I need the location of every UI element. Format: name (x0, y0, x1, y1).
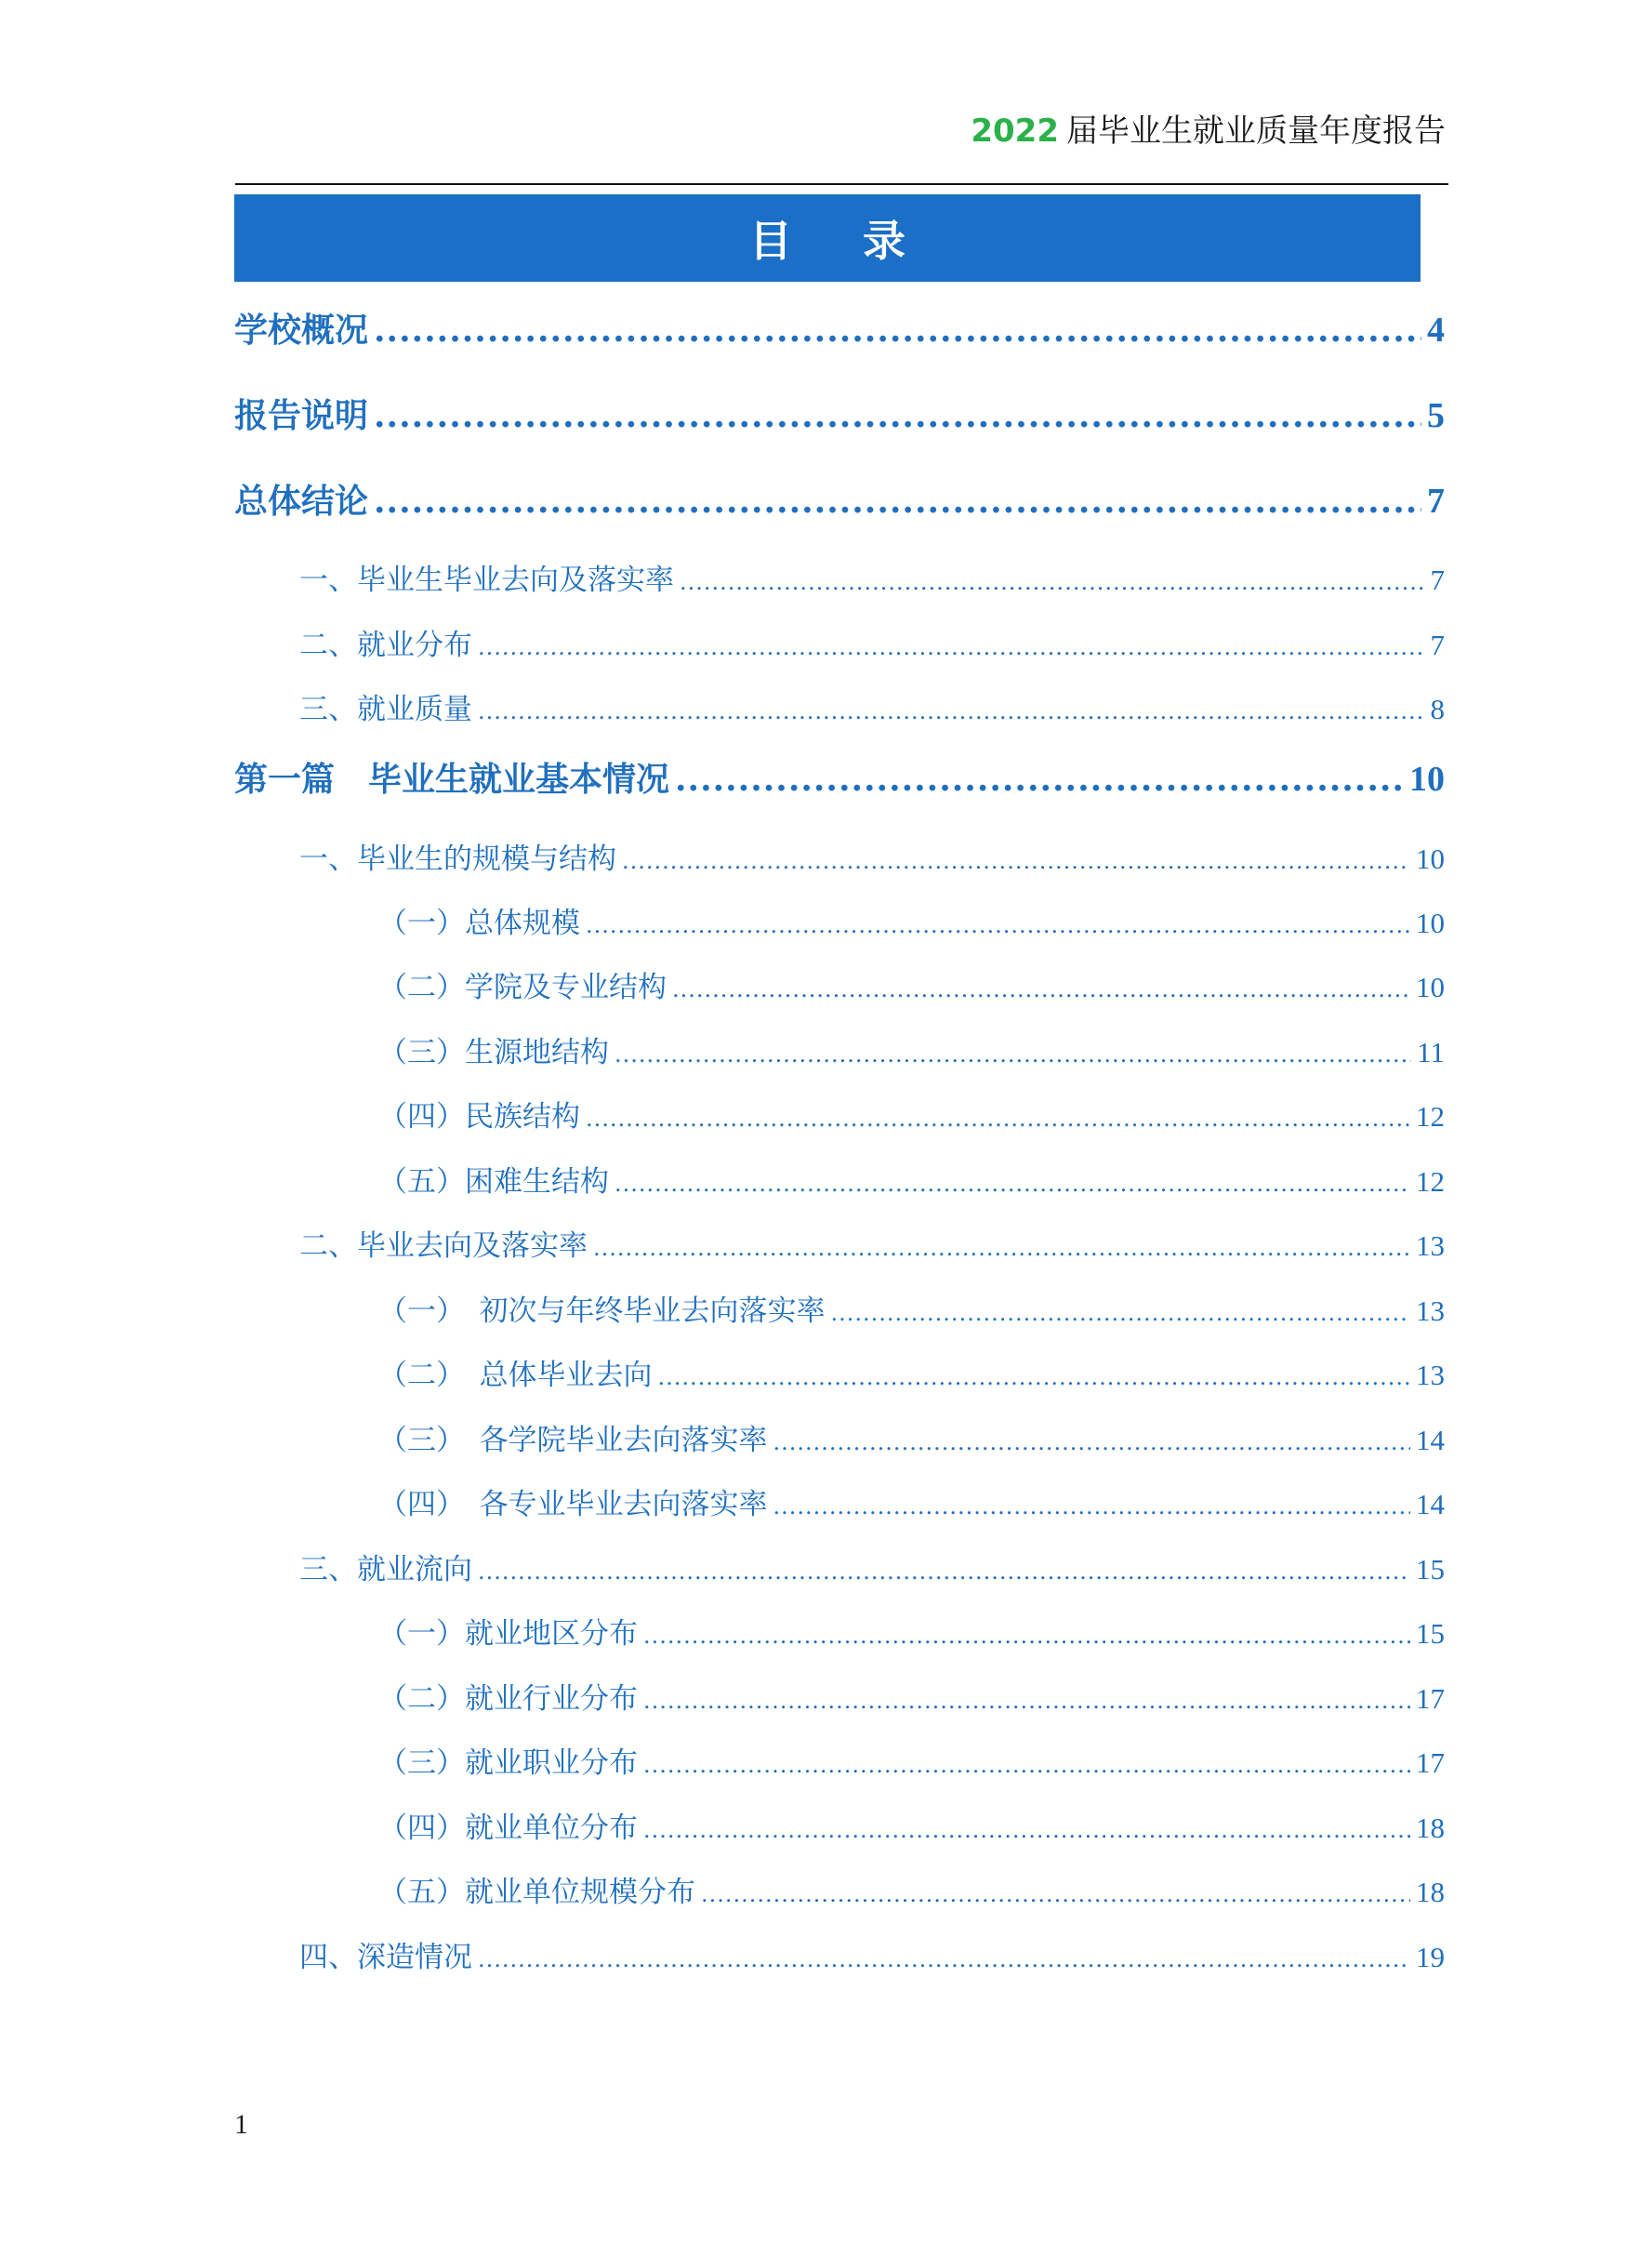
toc-leader-dots (374, 396, 1421, 435)
toc-entry-page: 13 (1416, 1294, 1445, 1327)
toc-entry-label: （五）困难生结构 (378, 1165, 609, 1199)
toc-entry-label: （一）总体规模 (378, 907, 580, 940)
toc-entry-label: 二、毕业去向及落实率 (299, 1229, 588, 1263)
toc-entry-level3[interactable] (378, 1351, 1445, 1393)
toc-entry-level3[interactable] (378, 1416, 1445, 1458)
toc-entry-page: 11 (1417, 1036, 1445, 1068)
toc-entry-level2[interactable] (299, 1546, 1445, 1587)
toc-entry-label: 总体结论 (234, 483, 369, 521)
toc-entry-level3[interactable] (378, 1804, 1445, 1846)
toc-entry-level3[interactable] (378, 1610, 1445, 1652)
toc-leader-dots (478, 1946, 1410, 1972)
toc-entry-page: 5 (1427, 396, 1445, 435)
toc-entry-label: （四）就业单位分布 (378, 1812, 638, 1845)
toc-entry-level3[interactable] (378, 1675, 1445, 1717)
toc-leader-dots (615, 1042, 1411, 1068)
toc-leader-dots (374, 482, 1421, 521)
toc-leader-dots (658, 1364, 1411, 1390)
toc-entry-label: 二、就业分布 (299, 629, 472, 662)
toc-entry-page: 8 (1430, 693, 1445, 725)
toc-leader-dots (675, 760, 1404, 799)
toc-entry-level3[interactable] (378, 899, 1445, 941)
toc-entry-page: 7 (1430, 629, 1445, 661)
toc-entry-page: 15 (1416, 1617, 1445, 1650)
toc-entry-label: 三、就业质量 (299, 693, 472, 726)
toc-entry-level3[interactable] (378, 1029, 1445, 1070)
toc-leader-dots (622, 848, 1410, 874)
toc-entry-label: （五）就业单位规模分布 (378, 1876, 695, 1909)
toc-entry-page: 13 (1416, 1359, 1445, 1391)
toc-entry-page: 13 (1416, 1229, 1445, 1262)
toc-entry-label: （四） 各专业毕业去向落实率 (378, 1488, 768, 1521)
toc-leader-dots (478, 698, 1425, 724)
toc-leader-dots (615, 1171, 1410, 1197)
toc-entry-label: （三） 各学院毕业去向落实率 (378, 1424, 768, 1457)
toc-entry-label: 报告说明 (234, 397, 369, 435)
toc-entry-label: （一） 初次与年终毕业去向落实率 (378, 1294, 826, 1328)
page-number: 1 (234, 2109, 248, 2140)
toc-entry-level2[interactable] (299, 1222, 1445, 1264)
toc-entry-page: 7 (1427, 482, 1445, 521)
toc-entry-label: （一）就业地区分布 (378, 1617, 638, 1651)
toc-leader-dots (593, 1235, 1410, 1261)
toc-entry-page: 19 (1416, 1941, 1445, 1973)
toc-leader-dots (701, 1881, 1410, 1907)
toc-entry-label: 四、深造情况 (299, 1941, 472, 1974)
toc-entry-page: 10 (1416, 907, 1445, 939)
toc-entry-level3[interactable] (378, 1739, 1445, 1781)
toc-entry-level3[interactable] (378, 1287, 1445, 1329)
toc-entry-level3[interactable] (378, 1093, 1445, 1135)
toc-title: 目 录 (748, 216, 933, 266)
toc-entry-label: （四）民族结构 (378, 1100, 580, 1134)
toc-entry-page: 12 (1416, 1165, 1445, 1198)
toc-entry-label: （二）就业行业分布 (378, 1682, 638, 1716)
toc-leader-dots (478, 1559, 1410, 1585)
toc-entry-page: 18 (1416, 1876, 1445, 1908)
toc-leader-dots (478, 634, 1425, 660)
toc-entry-label: （二）学院及专业结构 (378, 971, 667, 1004)
report-year: 2022 (971, 113, 1059, 150)
toc-entry-page: 10 (1409, 760, 1445, 799)
toc-entry-page: 7 (1430, 564, 1445, 596)
toc-entry-level1[interactable] (234, 390, 1445, 437)
toc-entry-label: （三）就业职业分布 (378, 1746, 638, 1780)
toc-entry-level2[interactable] (299, 685, 1445, 727)
toc-leader-dots (680, 569, 1425, 595)
toc-leader-dots (773, 1429, 1411, 1455)
toc-entry-label: 三、就业流向 (299, 1553, 472, 1586)
toc-entry-level3[interactable] (378, 1480, 1445, 1522)
toc-leader-dots (586, 912, 1410, 938)
toc-leader-dots (672, 976, 1410, 1002)
toc-entry-page: 15 (1416, 1553, 1445, 1586)
toc-entry-level3[interactable] (378, 963, 1445, 1005)
toc-entry-page: 12 (1416, 1100, 1445, 1133)
toc-leader-dots (831, 1300, 1411, 1326)
toc-entry-page: 4 (1427, 311, 1445, 350)
toc-entry-label: 学校概况 (234, 312, 369, 350)
toc-entry-label: （三）生源地结构 (378, 1036, 609, 1069)
toc-entry-page: 17 (1416, 1746, 1445, 1779)
toc-entry-level2[interactable] (299, 621, 1445, 663)
toc-entry-level2[interactable] (299, 556, 1445, 598)
toc-leader-dots (374, 311, 1421, 350)
toc-leader-dots (643, 1817, 1410, 1843)
toc-entry-page: 17 (1416, 1682, 1445, 1715)
toc-leader-dots (773, 1493, 1411, 1520)
toc-entry-level1[interactable] (234, 475, 1445, 523)
toc-leader-dots (643, 1752, 1410, 1778)
report-title-text: 届毕业生就业质量年度报告 (1066, 113, 1446, 150)
toc-entry-page: 14 (1416, 1424, 1445, 1456)
toc-entry-level2[interactable] (299, 835, 1445, 877)
toc-entry-label: 第一篇 毕业生就业基本情况 (234, 761, 670, 799)
toc-entry-page: 10 (1416, 843, 1445, 875)
toc-leader-dots (586, 1106, 1410, 1132)
toc-entry-page: 14 (1416, 1488, 1445, 1520)
toc-entry-level3[interactable] (378, 1158, 1445, 1200)
toc-entry-label: 一、毕业生的规模与结构 (299, 843, 616, 876)
toc-entry-level1[interactable] (234, 304, 1445, 352)
toc-entry-level2[interactable] (299, 1933, 1445, 1975)
toc-entry-level1[interactable] (234, 753, 1445, 801)
toc-entry-label: （二） 总体毕业去向 (378, 1359, 653, 1392)
toc-entry-level3[interactable] (378, 1868, 1445, 1910)
toc-entry-label: 一、毕业生毕业去向及落实率 (299, 564, 674, 597)
toc-leader-dots (643, 1623, 1410, 1649)
toc-entry-page: 10 (1416, 971, 1445, 1003)
toc-entry-page: 18 (1416, 1812, 1445, 1844)
toc-leader-dots (643, 1688, 1410, 1714)
